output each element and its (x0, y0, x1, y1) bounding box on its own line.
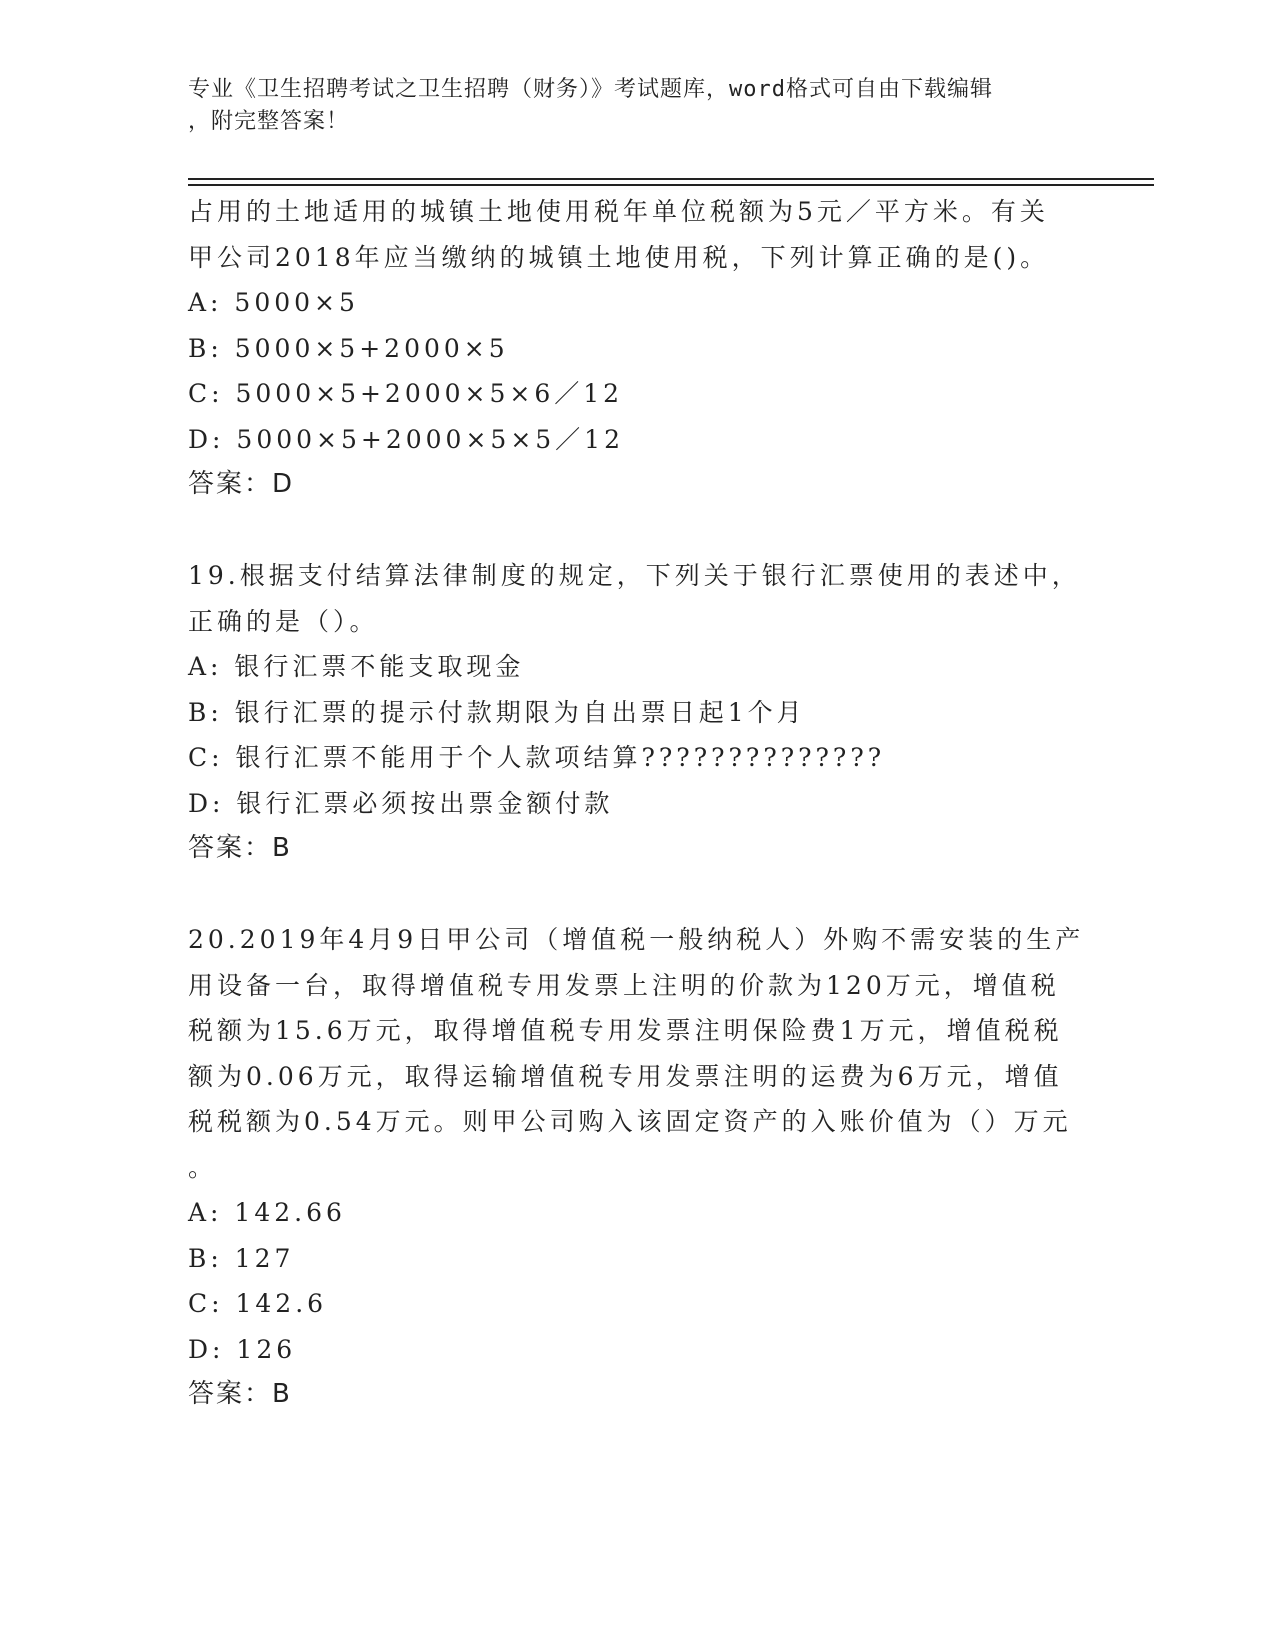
question-stem-line: 额为0.06万元，取得运输增值税专用发票注明的运费为6万元，增值 (188, 1061, 1063, 1091)
header-line-1: 专业《卫生招聘考试之卫生招聘（财务）》考试题库，word格式可自由下载编辑 (188, 77, 993, 102)
document-body (188, 189, 1088, 1418)
option-b: B: 银行汇票的提示付款期限为自出票日起1个月 (188, 697, 806, 727)
question-stem-line: 税额为15.6万元，取得增值税专用发票注明保险费1万元，增值税税 (188, 1016, 1063, 1045)
question-stem-line: 。 (188, 1152, 218, 1182)
question-stem-line: 占用的土地适用的城镇土地使用税年单位税额为5元／平方米。有关 (188, 197, 1049, 226)
answer-label: 答案：D (188, 469, 295, 499)
header-divider-top (188, 178, 1154, 180)
question-stem-line: 19.根据支付结算法律制度的规定，下列关于银行汇票使用的表述中， (188, 561, 1081, 590)
question-stem-line: 税税额为0.54万元。则甲公司购入该固定资产的入账价值为（）万元 (188, 1107, 1072, 1136)
option-d: D: 银行汇票必须按出票金额付款 (188, 788, 614, 818)
header-line-2: ，附完整答案！ (188, 109, 350, 134)
option-a: A: 5000×5 (188, 288, 359, 317)
header-divider-bottom (188, 184, 1154, 186)
question-18 (188, 189, 1088, 508)
document-header (188, 74, 1088, 138)
option-c: C: 142.6 (188, 1289, 328, 1318)
option-b: B: 5000×5+2000×5 (188, 333, 509, 363)
question-stem-line: 甲公司2018年应当缴纳的城镇土地使用税，下列计算正确的是()。 (188, 242, 1050, 272)
option-a: A: 142.66 (188, 1198, 346, 1227)
answer-label: 答案：B (188, 1379, 292, 1409)
option-d: D: 126 (188, 1334, 297, 1364)
question-stem-line: 20.2019年4月9日甲公司（增值税一般纳税人）外购不需安装的生产 (188, 925, 1085, 954)
option-c: C: 5000×5+2000×5×6／12 (188, 379, 624, 408)
option-a: A: 银行汇票不能支取现金 (188, 652, 525, 681)
question-stem-line: 正确的是（）。 (188, 606, 379, 636)
question-stem-line: 用设备一台，取得增值税专用发票上注明的价款为120万元，增值税 (188, 970, 1060, 1000)
question-19 (188, 553, 1088, 872)
spacer (188, 508, 1088, 554)
spacer (188, 872, 1088, 918)
option-c: C: 银行汇票不能用于个人款项结算?????????????? (188, 743, 886, 772)
question-20 (188, 917, 1088, 1418)
option-b: B: 127 (188, 1243, 295, 1273)
option-d: D: 5000×5+2000×5×5／12 (188, 424, 624, 454)
answer-label: 答案：B (188, 833, 292, 863)
